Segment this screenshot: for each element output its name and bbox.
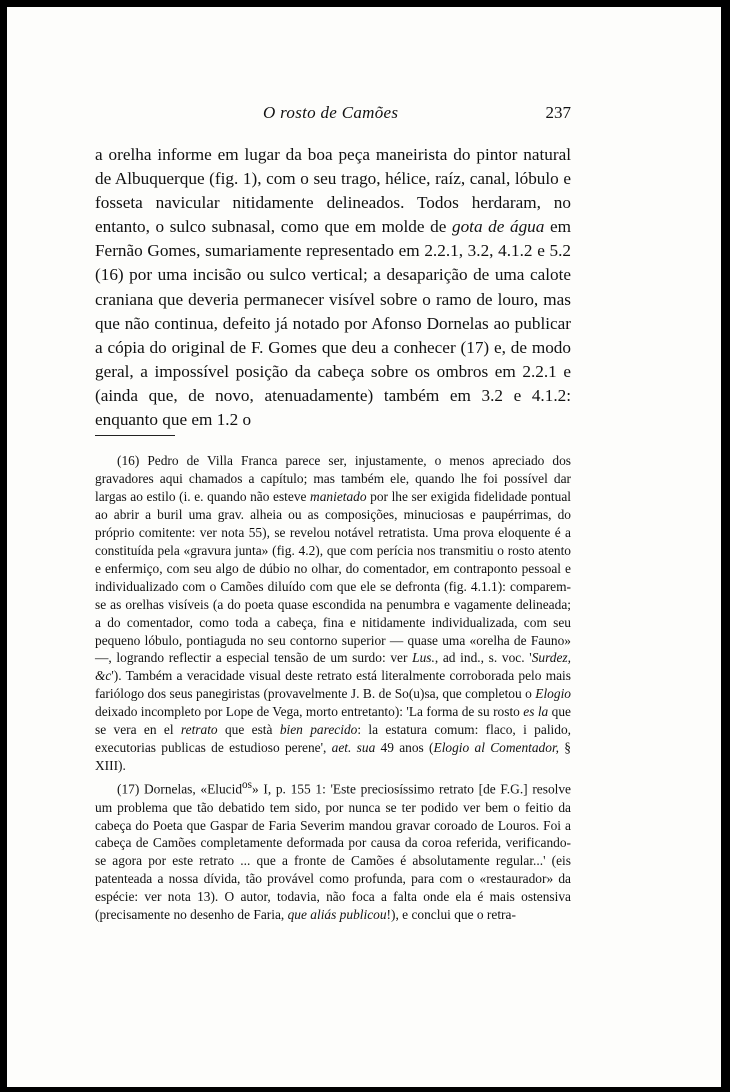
- note-text-run: '). Também a veracidade visual deste retrato está literalmente corroborada pelo mais fariólogo dos seus panegiristas (provavelmente J. B. de So(u)sa, que completou o: [95, 668, 571, 702]
- note-text-emphasis: aet. sua: [331, 740, 376, 756]
- note-text-run: » I, p. 155 1: 'Este preciosíssimo retrato [de F.G.] resolve um problema que tão debatido tem sido, por nunca se ter podido ver bem o feitio da cabeça do Poeta que Gaspar de Faria Severim mandou gravar coroado de Louros. Foi a cabeça de Camões completamente deformada por causa da coroa referida, verificando-se agora por este retrato ... que a fronte de Camões é absolutamente regular...' (eis patenteada a nossa dívida, tão provável como profunda, para com o «restaurador» da espécie: ver nota 13). O autor, todavia, não foca a falta onde ela é mais ostensiva (precisamente no desenho de Faria,: [95, 781, 571, 923]
- note-text-emphasis: bien parecido: [279, 722, 358, 738]
- note-text-run: que està: [217, 722, 280, 738]
- note-text-run: § XIII).: [95, 740, 571, 774]
- footnote-17: [95, 777, 571, 924]
- footnote-16: [95, 452, 571, 775]
- note-text-emphasis: Elogio: [535, 686, 571, 702]
- note-text-emphasis: Surdez, &c: [95, 650, 571, 684]
- footnote-divider: [95, 435, 175, 436]
- main-text-run: a orelha informe em lugar da boa peça maneirista do pintor natural de Albuquerque (fig. 1), com o seu trago, hélice, raíz, canal, lóbulo e fosseta navicular nitidamente delineados. Todos herdaram, no entanto, o sulco subnasal, como que em molde de: [95, 145, 571, 237]
- note-text-emphasis: retrato: [180, 722, 218, 738]
- page-header: [95, 103, 571, 127]
- page-number: 237: [545, 103, 571, 122]
- note-text-emphasis: manietado: [310, 488, 367, 504]
- note-text-run: que se vera en el: [95, 704, 572, 738]
- note-text-emphasis: que aliás publicou: [287, 907, 387, 923]
- note-superscript: os: [242, 779, 252, 792]
- note-text-emphasis: Lus.: [412, 650, 435, 666]
- note-text-run: !), e conclui que o retra-: [386, 907, 516, 923]
- note-text-run: deixado incompleto por Lope de Vega, morto entretanto): 'La forma de su rosto: [95, 704, 524, 720]
- note-text-run: por lhe ser exigida fidelidade pontual ao abrir a buril uma grav. alheia ou as composições, minuciosas e paupérrimas, do próprio comitente: ver nota 55), se revelou notável retratista. Uma prova eloquente é a constituída pela «gravura junta» (fig. 4.2), que com perícia nos transmitiu o rosto atento e enfermiço, com seu algo de dúbio no olhar, do comentador, em contraponto pessoal e individualizado com o Camões diluído com que ele se defronta (fig. 4.1.1): comparem-se as orelhas visíveis (a do poeta quase escondida na penumbra e vagamente delineada; a do comentador, como toda a cabeça, fina e nitidamente individualizada, com seu pequeno lóbulo, pontiaguda no seu contorno superior — quase uma «orelha de Fauno» —, logrando reflectir a especial tensão de um surdo: ver: [95, 488, 571, 666]
- note-text-emphasis: es la: [523, 704, 549, 720]
- note-text-run: , ad ind., s. voc. ': [434, 650, 532, 666]
- note-text-run: (17) Dornelas, «Elucid: [117, 781, 243, 797]
- book-page: [7, 7, 721, 1087]
- footnotes: [95, 452, 571, 924]
- running-title: O rosto de Camões: [263, 103, 399, 122]
- note-text-run: 49 anos (: [375, 740, 434, 756]
- note-text-run: : la estatura comum: flaco, i palido, executorias publicas de estudioso perene',: [95, 722, 572, 756]
- main-paragraph: [95, 143, 571, 432]
- note-text-run: (16) Pedro de Villa Franca parece ser, injustamente, o menos apreciado dos gravadores aqui chamados a capítulo; mas também ele, quando lhe foi possível dar largas ao estilo (i. e. quando não esteve: [95, 453, 571, 504]
- main-text-run: em Fernão Gomes, sumariamente representado em 2.2.1, 3.2, 4.1.2 e 5.2 (16) por uma incisão ou sulco vertical; a desaparição de uma calote craniana que deveria permanecer visível sobre o ramo de louro, mas que não continua, defeito já notado por Afonso Dornelas ao publicar a cópia do original de F. Gomes que deu a conhecer (17) e, de modo geral, a impossível posição da cabeça sobre os ombros em 2.2.1 e (ainda que, de novo, atenuadamente) também em 3.2 e 4.1.2: enquanto que em 1.2 o: [95, 217, 571, 430]
- note-text-emphasis: Elogio al Comentador,: [433, 740, 560, 756]
- main-text-emphasis: gota de água: [451, 217, 545, 237]
